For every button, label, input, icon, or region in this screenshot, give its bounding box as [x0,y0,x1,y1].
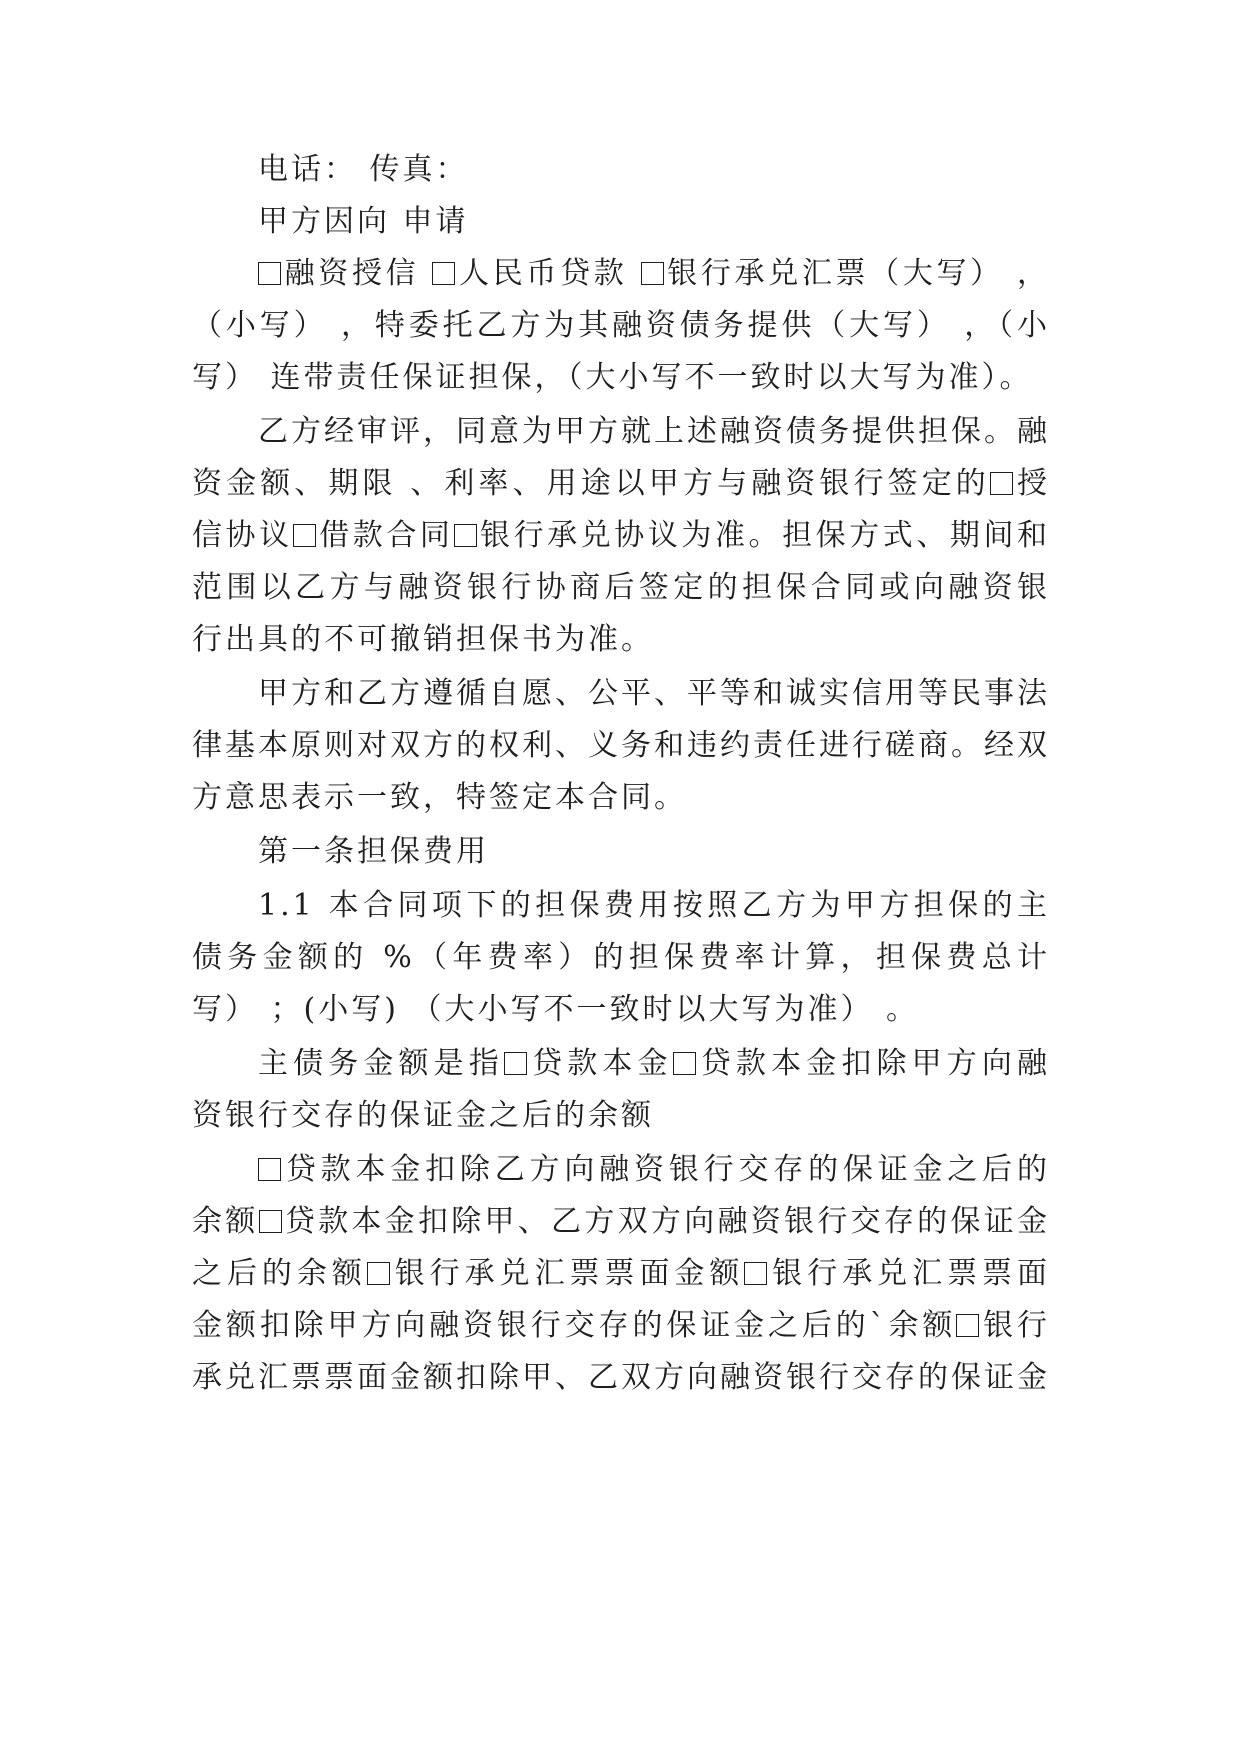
paragraph-review-3: 信协议 借款合同 银行承兑协议为准。担保方式、期间和 [192,518,1050,553]
checkbox-icon [990,472,1013,495]
paragraph-principles-2: 律基本原则对双方的权利、义务和违约责任进行磋商。经双 [192,728,1050,763]
paragraph-principles-3: 方意思表示一致，特签定本合同。 [192,780,687,815]
checkbox-icon [293,524,316,547]
principal-options-line-2: 余额 贷款本金扣除甲、乙方双方向融资银行交存的保证金 [192,1204,1050,1239]
checkbox-icon [744,1262,767,1285]
financing-type-line: 融资授信 人民币贷款 银行承兑汇票（大写） ， [258,254,1050,294]
clause-1-1-line-1: 1.1 本合同项下的担保费用按照乙方为甲方担保的主 [258,888,1050,923]
principal-definition-line-1: 主债务金额是指 贷款本金 贷款本金扣除甲方向融 [258,1046,1050,1081]
checkbox-icon [504,1052,527,1075]
article-heading: 第一条担保费用 [258,834,489,869]
checkbox-icon [259,1210,282,1233]
paragraph-principles-1: 甲方和乙方遵循自愿、公平、平等和诚实信用等民事法 [258,676,1050,711]
paragraph-review-1: 乙方经审评，同意为甲方就上述融资债务提供担保。融 [258,414,1050,449]
phone-fax-line: 电话： 传真： [258,152,469,187]
checkbox-icon [367,1262,390,1285]
principal-options-line-3: 之后的余额 银行承兑汇票票面金额 银行承兑汇票票面 [192,1256,1050,1291]
applicant-line: 甲方因向 申请 [258,204,469,239]
checkbox-icon [454,524,477,547]
checkbox-icon [956,1314,979,1337]
clause-1-1-line-3: 写） ；(小写) （大小写不一致时以大写为准） 。 [192,992,920,1027]
paragraph-review-2: 资金额、期限 、利率、用途以甲方与融资银行签定的 授 [192,466,1050,501]
checkbox-icon [673,1052,696,1075]
clause-1-1-line-2: 债务金额的 %（年费率）的担保费率计算，担保费总计 [192,940,1050,975]
principal-options-line-5: 承兑汇票票面金额扣除甲、乙双方向融资银行交存的保证金 [192,1360,1050,1395]
checkbox-icon [432,262,455,285]
amount-line: （小写） ，特委托乙方为其融资债务提供（大写） ，（小 [192,308,1050,343]
paragraph-review-5: 行出具的不可撤销担保书为准。 [192,622,654,657]
principal-options-line-4: 金额扣除甲方向融资银行交存的保证金之后的`余额 银行 [192,1308,1050,1343]
checkbox-icon [258,1158,281,1181]
paragraph-review-4: 范围以乙方与融资银行协商后签定的担保合同或向融资银 [192,570,1050,605]
checkbox-icon [258,262,281,285]
checkbox-icon [641,262,664,285]
principal-options-line-1: 贷款本金扣除乙方向融资银行交存的保证金之后的 [258,1150,1050,1190]
principal-definition-line-2: 资银行交存的保证金之后的余额 [192,1098,654,1133]
guarantee-line: 写） 连带责任保证担保，（大小写不一致时以大写为准）。 [192,360,1033,395]
